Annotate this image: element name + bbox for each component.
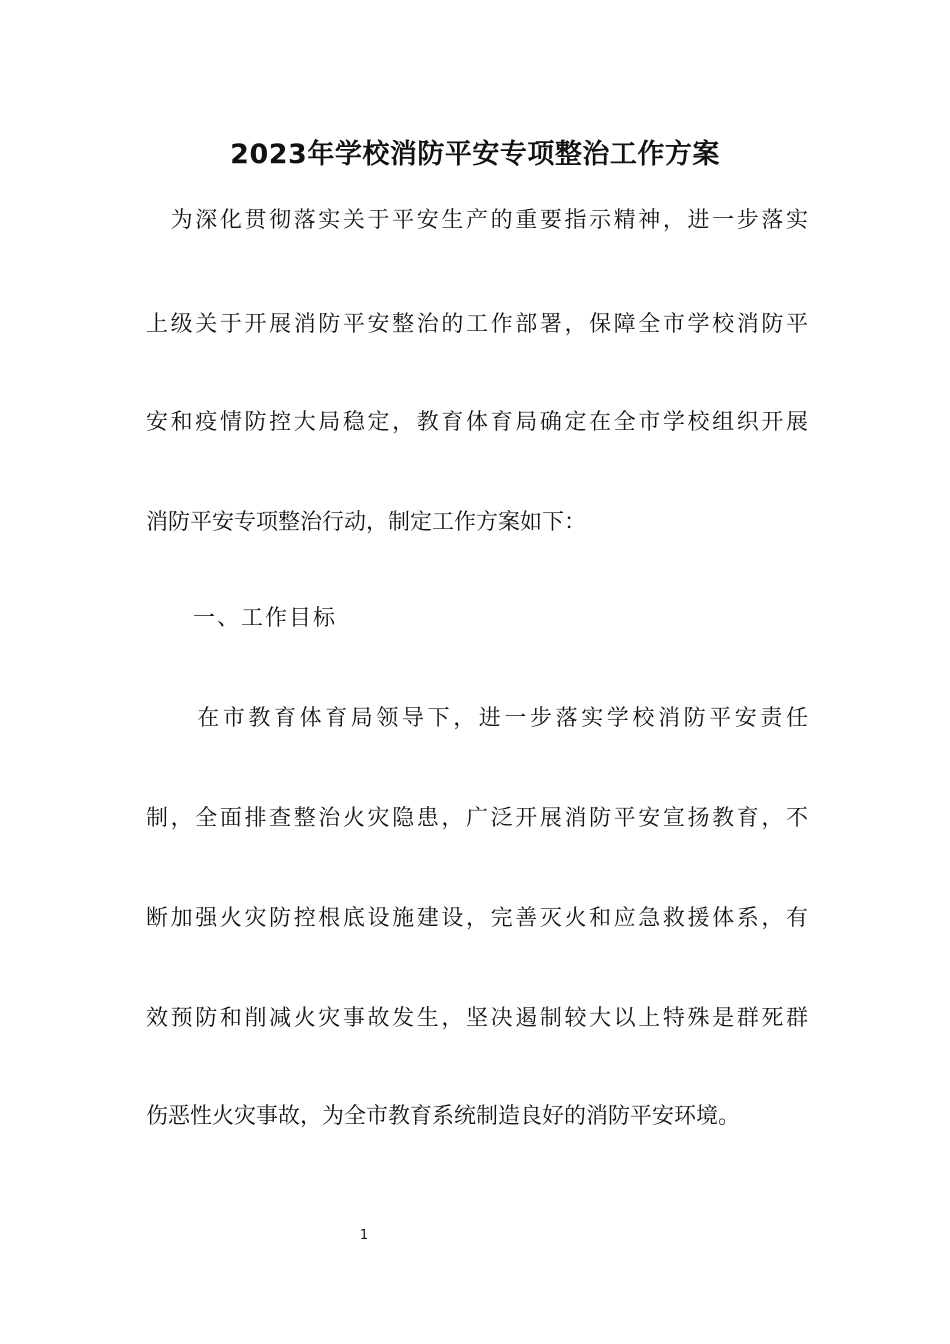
document-title: 2023年学校消防平安专项整治工作方案 — [230, 139, 720, 170]
paragraph-2-line-3: 断加强火灾防控根底设施建设，完善灭火和应急救援体系，有 — [146, 906, 808, 931]
paragraph-1-line-3: 安和疫情防控大局稳定，教育体育局确定在全市学校组织开展 — [146, 410, 808, 435]
page-number: 1 — [359, 1228, 369, 1243]
paragraph-2-line-2: 制，全面排查整治火灾隐患，广泛开展消防平安宣扬教育，不 — [146, 806, 808, 831]
section-heading-work-goals: 一、工作目标 — [193, 606, 338, 631]
paragraph-1-line-1: 为深化贯彻落实关于平安生产的重要指示精神，进一步落实 — [146, 208, 808, 233]
paragraph-2-line-5: 伤恶性火灾事故，为全市教育系统制造良好的消防平安环境。 — [146, 1104, 741, 1129]
paragraph-1-line-2: 上级关于开展消防平安整治的工作部署，保障全市学校消防平 — [146, 312, 808, 337]
paragraph-2-line-1: 在市教育体育局领导下，进一步落实学校消防平安责任 — [146, 706, 808, 731]
paragraph-1-line-4: 消防平安专项整治行动，制定工作方案如下： — [146, 510, 587, 535]
paragraph-2-line-4: 效预防和削减火灾事故发生，坚决遏制较大以上特殊是群死群 — [146, 1006, 808, 1031]
